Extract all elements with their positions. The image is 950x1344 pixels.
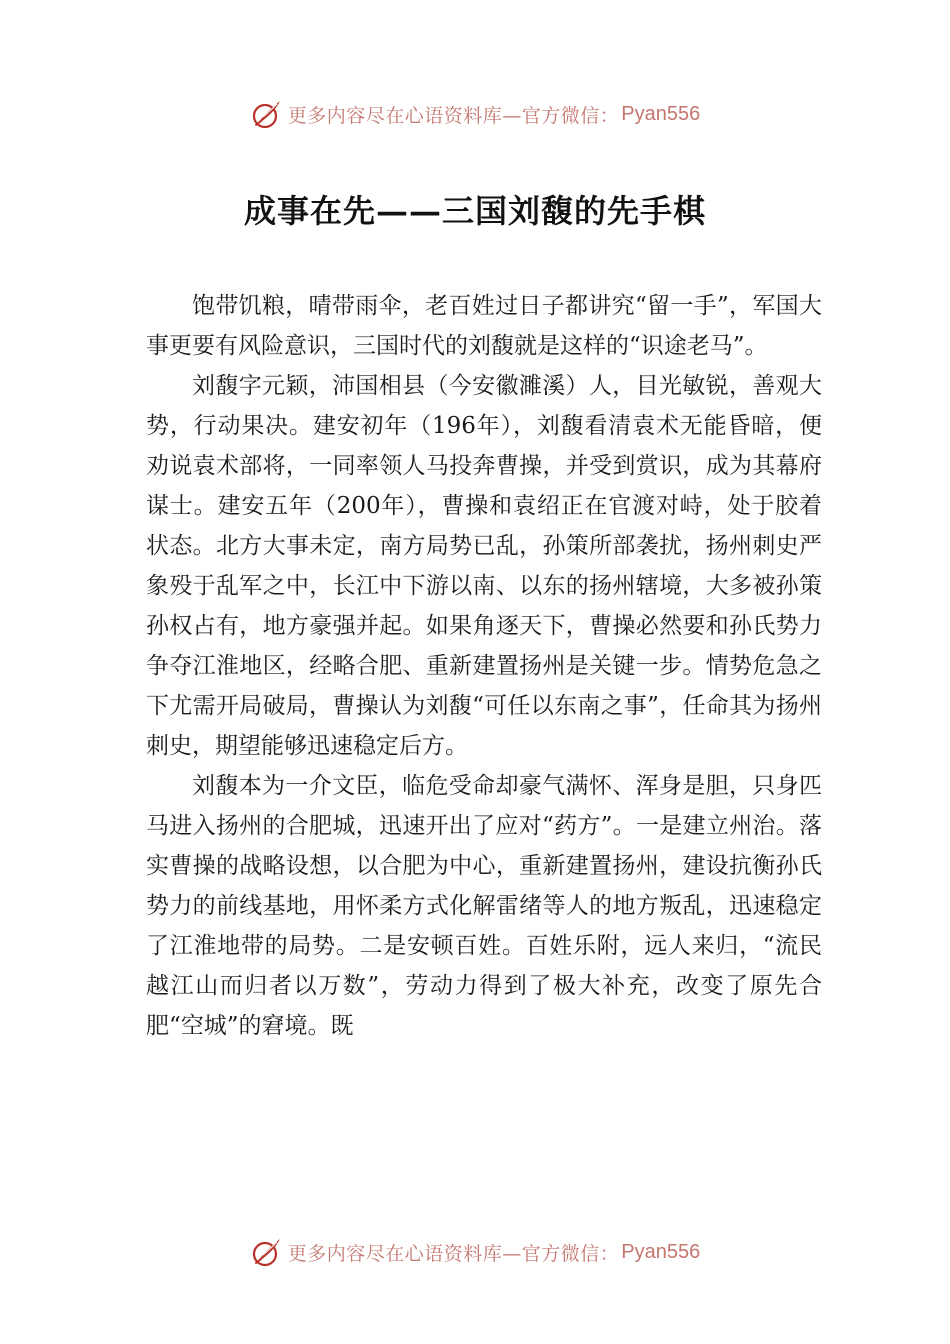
footer-watermark-banner [0,1230,950,1274]
paragraph-1: 饱带饥粮，晴带雨伞，老百姓过日子都讲究“留一手”，军国大事更要有风险意识，三国时代的刘馥就是这样的“识途老马”。 [146,293,822,359]
paragraph-3: 刘馥本为一介文臣，临危受命却豪气满怀、浑身是胆，只身匹马进入扬州的合肥城，迅速开出了应对“药方”。一是建立州治。落实曹操的战略设想，以合肥为中心，重新建置扬州，建设抗衡孙氏势力的前线基地，用怀柔方式化解雷绪等人的地方叛乱，迅速稳定了江淮地带的局势。二是安顿百姓。百姓乐附，远人来归，“流民越江山而归者以万数”，劳动力得到了极大补充，改变了原先合肥“空城”的窘境。既 [146,773,822,1039]
article-title: 成事在先——三国刘馥的先手棋 [243,192,706,230]
quill-pen-logo-icon [250,1235,284,1269]
watermark-text: 更多内容尽在心语资料库—官方微信： [287,1242,620,1265]
header-watermark-banner [0,92,950,136]
wechat-id: Pyan556 [621,102,701,125]
paragraph-2: 刘馥字元颖，沛国相县（今安徽濉溪）人，目光敏锐，善观大势，行动果决。建安初年（196年），刘馥看清袁术无能昏暗，便劝说袁术部将，一同率领人马投奔曹操，并受到赏识，成为其幕府谋士。建安五年（200年），曹操和袁绍正在官渡对峙，处于胶着状态。北方大事未定，南方局势已乱，孙策所部袭扰，扬州刺史严象殁于乱军之中，长江中下游以南、以东的扬州辖境，大多被孙策孙权占有，地方豪强并起。如果角逐天下，曹操必然要和孙氏势力争夺江淮地区，经略合肥、重新建置扬州是关键一步。情势危急之下尤需开局破局，曹操认为刘馥“可任以东南之事”，任命其为扬州刺史，期望能够迅速稳定后方。 [146,373,822,759]
quill-pen-logo-icon [250,97,284,131]
article-body [146,286,822,1046]
watermark-text: 更多内容尽在心语资料库—官方微信： [287,104,620,127]
wechat-id: Pyan556 [621,1240,701,1263]
